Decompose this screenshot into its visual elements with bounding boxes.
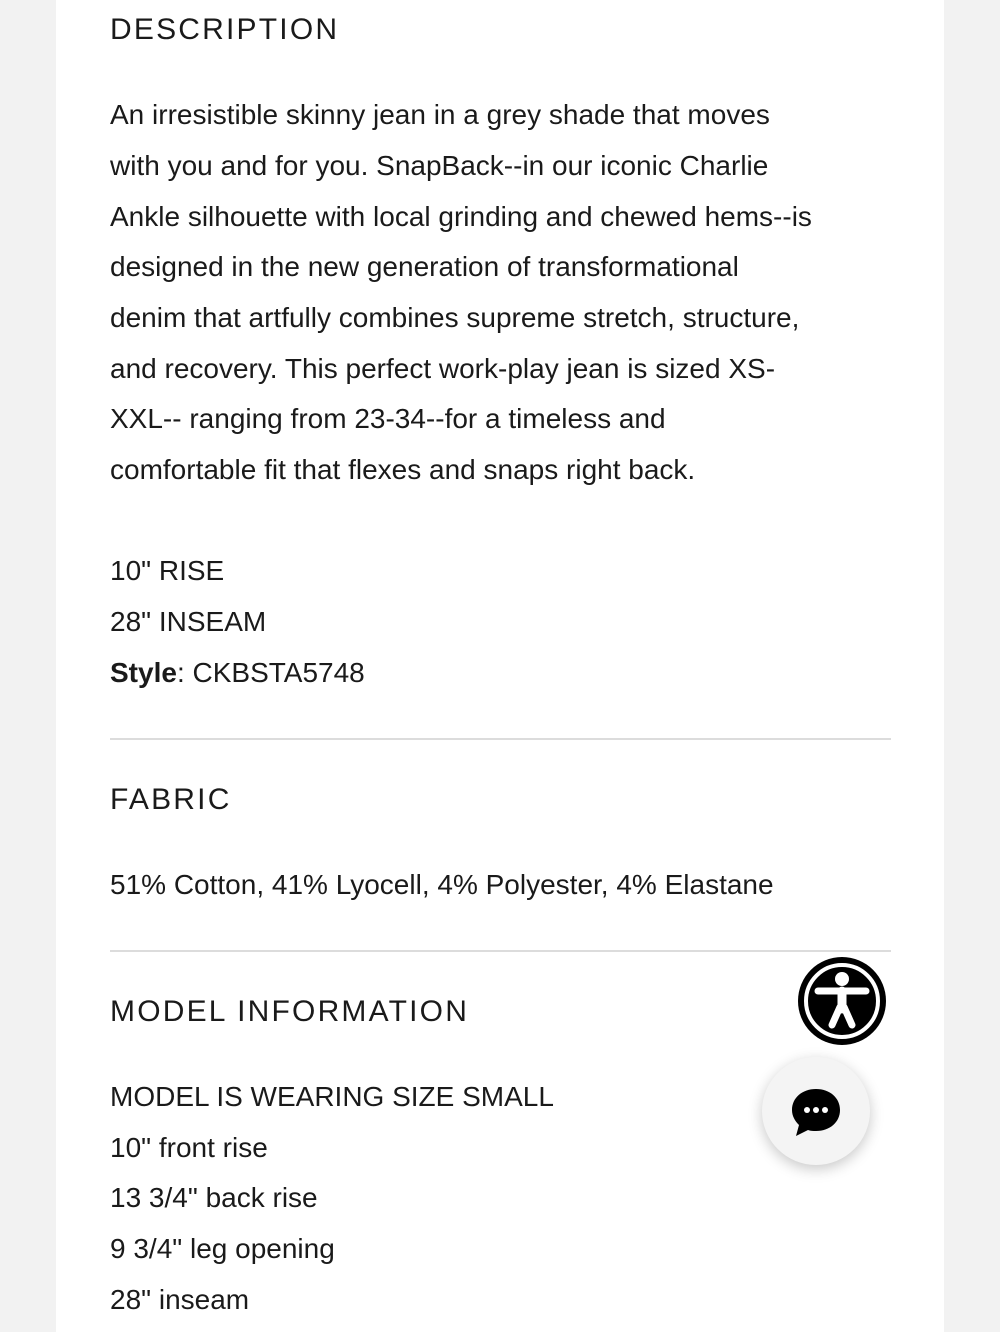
section-divider <box>110 738 891 740</box>
section-divider <box>110 950 891 952</box>
model-measurement: 9 3/4" leg opening <box>110 1233 335 1264</box>
chat-button[interactable] <box>762 1057 870 1165</box>
model-size-note: MODEL IS WEARING SIZE SMALL <box>110 1081 554 1112</box>
inseam-spec: 28" INSEAM <box>110 606 267 637</box>
fabric-heading: FABRIC <box>110 783 232 816</box>
description-line: and recovery. This perfect work-play jean is sized XS- <box>110 353 776 384</box>
description-line: denim that artfully combines supreme stretch, structure, <box>110 302 800 333</box>
accessibility-button[interactable] <box>798 957 886 1045</box>
style-number <box>110 648 365 699</box>
model-measurement: 10" front rise <box>110 1132 268 1163</box>
description-line: Ankle silhouette with local grinding and chewed hems--is <box>110 201 812 232</box>
style-label: Style <box>110 657 177 688</box>
rise-spec: 10" RISE <box>110 555 225 586</box>
accessibility-person-icon <box>798 957 886 1045</box>
description-line: XXL-- ranging from 23-34--for a timeless and <box>110 403 666 434</box>
description-line: comfortable fit that flexes and snaps right back. <box>110 454 696 485</box>
description-line: designed in the new generation of transformational <box>110 251 739 282</box>
model-measurement: 13 3/4" back rise <box>110 1182 318 1213</box>
fabric-composition: 51% Cotton, 41% Lyocell, 4% Polyester, 4% Elastane <box>110 869 774 900</box>
chat-bubble-icon <box>786 1081 846 1141</box>
description-line: An irresistible skinny jean in a grey shade that moves <box>110 99 770 130</box>
model-information-heading: MODEL INFORMATION <box>110 995 470 1028</box>
description-line: with you and for you. SnapBack--in our iconic Charlie <box>110 150 769 181</box>
style-value: : CKBSTA5748 <box>176 657 365 688</box>
model-measurement: 28" inseam <box>110 1284 250 1315</box>
description-heading: DESCRIPTION <box>110 13 340 46</box>
